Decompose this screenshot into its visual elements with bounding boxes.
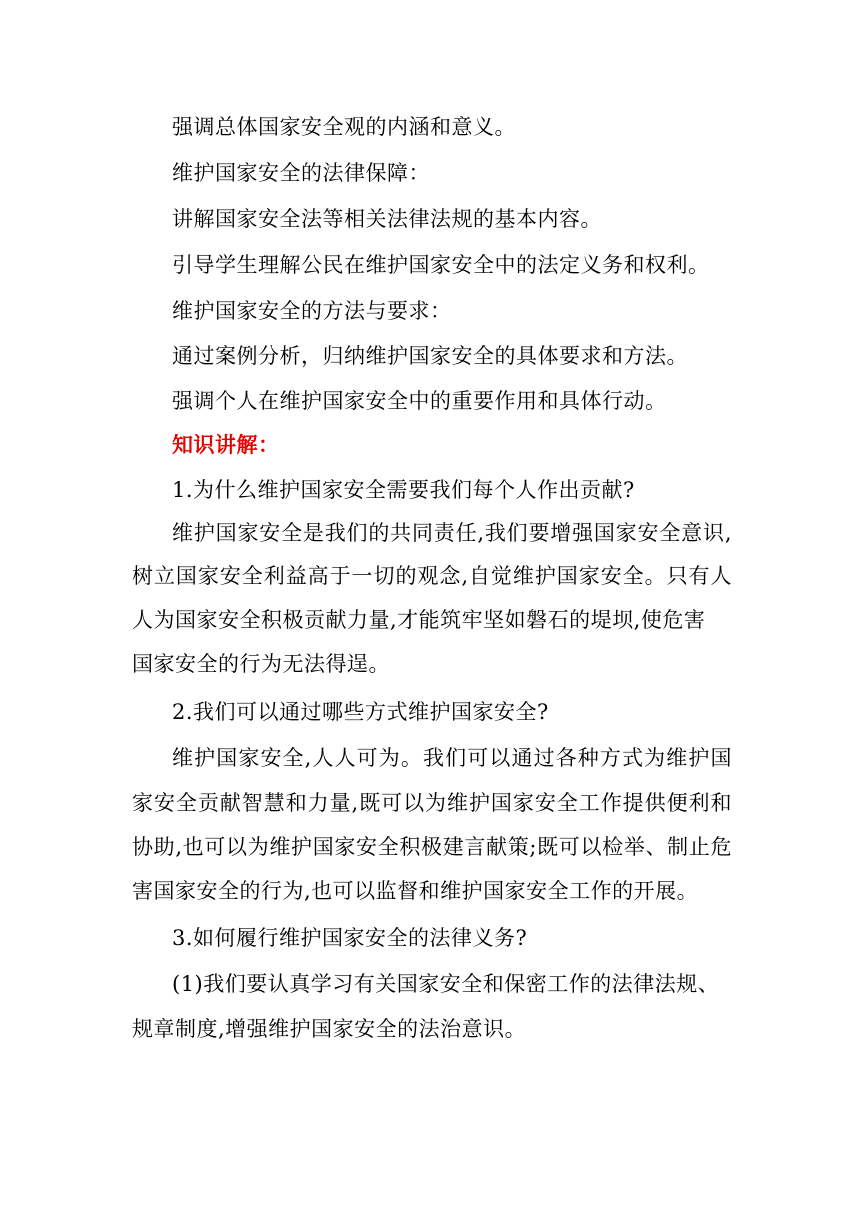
paragraph-line: 维护国家安全的法律保障： xyxy=(172,161,430,185)
paragraph-line: 维护国家安全的方法与要求： xyxy=(172,299,452,323)
answer-2-line: 害国家安全的行为,也可以监督和维护国家安全工作的开展。 xyxy=(132,879,699,903)
paragraph-line: 讲解国家安全法等相关法律法规的基本内容。 xyxy=(172,207,602,231)
answer-1-line: 人为国家安全积极贡献力量,才能筑牢坚如磐石的堤坝,使危害 xyxy=(132,608,706,632)
question-2: 2.我们可以通过哪些方式维护国家安全? xyxy=(172,700,549,724)
answer-3-line: 规章制度,增强维护国家安全的法治意识。 xyxy=(132,1017,527,1041)
section-heading: 知识讲解： xyxy=(172,432,280,457)
question-1: 1.为什么维护国家安全需要我们每个人作出贡献? xyxy=(172,478,635,502)
paragraph-line: 强调总体国家安全观的内涵和意义。 xyxy=(172,115,516,139)
answer-3-line: (1)我们要认真学习有关国家安全和保密工作的法律法规、 xyxy=(172,972,720,996)
answer-1-line: 维护国家安全是我们的共同责任,我们要增强国家安全意识, xyxy=(172,521,732,545)
paragraph-line: 引导学生理解公民在维护国家安全中的法定义务和权利。 xyxy=(172,253,710,277)
answer-2-line: 协助,也可以为维护国家安全积极建言献策;既可以检举、制止危 xyxy=(132,835,732,859)
answer-2-line: 维护国家安全,人人可为。我们可以通过各种方式为维护国 xyxy=(172,746,732,770)
paragraph-line: 通过案例分析，归纳维护国家安全的具体要求和方法。 xyxy=(172,344,688,368)
answer-2-line: 家安全贡献智慧和力量,既可以为维护国家安全工作提供便利和 xyxy=(132,791,732,815)
paragraph-line: 强调个人在维护国家安全中的重要作用和具体行动。 xyxy=(172,389,667,413)
answer-1-line: 树立国家安全利益高于一切的观念,自觉维护国家安全。只有人 xyxy=(132,564,732,588)
answer-1-line: 国家安全的行为无法得逞。 xyxy=(132,652,390,676)
question-3: 3.如何履行维护国家安全的法律义务? xyxy=(172,926,528,950)
